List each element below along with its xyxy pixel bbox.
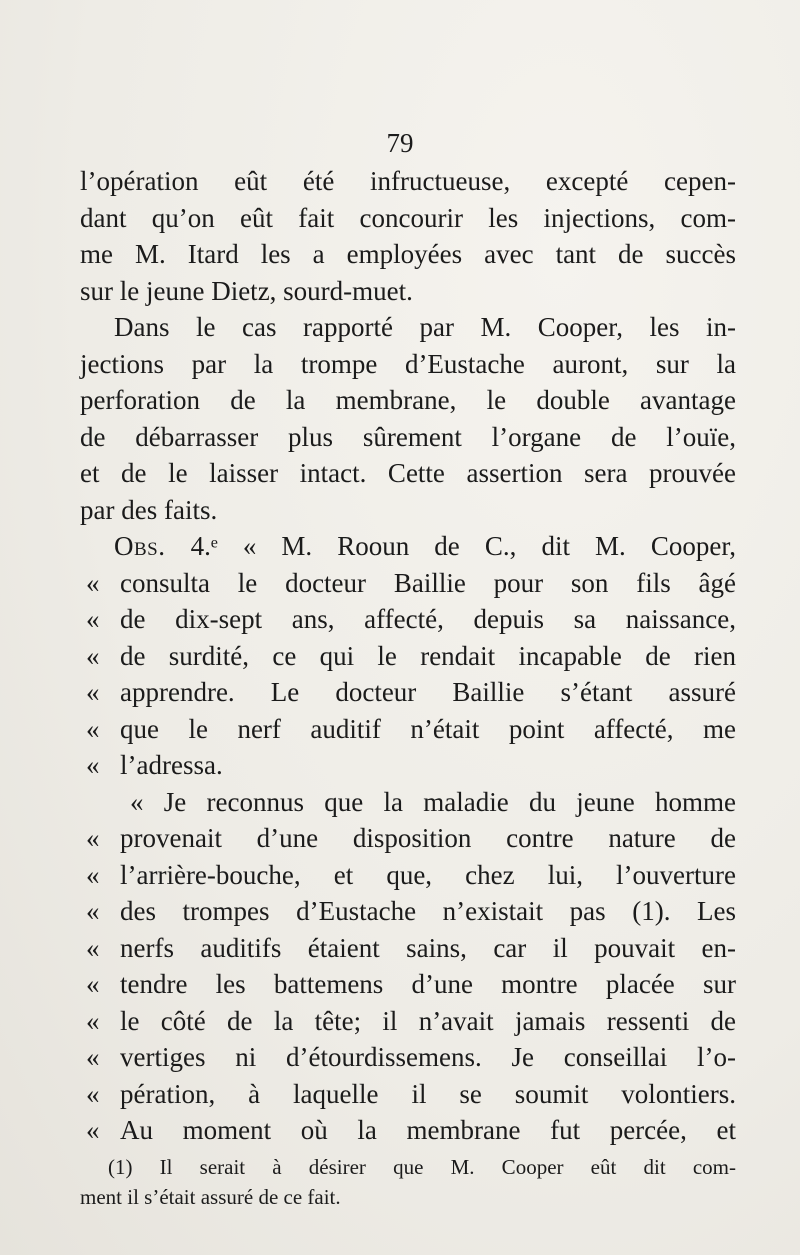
quote-mark: « [86, 859, 100, 890]
text-line: consulta le docteur Baillie pour son fils âgé [120, 567, 736, 598]
text-line: le côté de la tête; il n’avait jamais ressenti de [120, 1005, 736, 1036]
text-line: l’adressa. [120, 750, 223, 780]
text-line: l’arrière-bouche, et que, chez lui, l’ouverture [120, 859, 736, 890]
quote-mark: « [86, 713, 100, 744]
quoted-line [80, 893, 736, 930]
observation-label: Obs. [114, 531, 166, 561]
quote-mark: « [86, 677, 100, 707]
footnote-line: ment il s’était assuré de ce fait. [80, 1185, 341, 1209]
text-line: apprendre. Le docteur Baillie s’étant assuré [120, 677, 736, 707]
text-line: par des faits. [80, 494, 218, 525]
observation-text: 4.ᵉ « M. Rooun de C., dit M. Cooper, [190, 531, 737, 561]
text-line: perforation de la membrane, le double avantage [80, 385, 736, 415]
footnote-line: (1) Il serait à désirer que M. Cooper eût dit com- [108, 1155, 736, 1179]
page-number: 79 [386, 128, 414, 158]
quoted-line [80, 565, 736, 602]
quoted-line [80, 747, 736, 784]
text-line: vertiges ni d’étourdissemens. Je conseillai l’o- [120, 1042, 736, 1072]
text-line: pération, à laquelle il se soumit volontiers. [120, 1078, 736, 1109]
quote-mark: « [86, 896, 100, 926]
text-line: jections par la trompe d’Eustache auront, sur la [80, 348, 736, 379]
text-line: de dix-sept ans, affecté, depuis sa naissance, [120, 604, 736, 634]
quoted-line [80, 820, 736, 857]
quote-mark: « [86, 969, 100, 999]
quote-mark: « [86, 823, 100, 853]
text-line: Dans le cas rapporté par M. Cooper, les in- [114, 312, 736, 342]
quote-mark: « [86, 750, 100, 780]
text-line: sur le jeune Dietz, sourd-muet. [80, 275, 413, 306]
quote-mark: « [86, 1115, 100, 1145]
quoted-line [80, 1003, 736, 1040]
quote-mark: « [86, 640, 100, 671]
quoted-line [80, 674, 736, 711]
text-line: des trompes d’Eustache n’existait pas (1). Les [120, 896, 736, 926]
observation-heading-line [80, 528, 736, 565]
text-line: nerfs auditifs étaient sains, car il pouvait en- [120, 932, 736, 963]
text-line: me M. Itard les a employées avec tant de succès [80, 239, 736, 269]
text-line: « Je reconnus que la maladie du jeune homme [130, 786, 736, 817]
quoted-line [80, 711, 736, 748]
text-line: dant qu’on eût fait concourir les injections, com- [80, 202, 736, 233]
text-line: et de le laisser intact. Cette assertion sera prouvée [80, 458, 736, 488]
quoted-line [80, 1076, 736, 1113]
quoted-line [80, 930, 736, 967]
quote-mark: « [86, 1005, 100, 1036]
quote-mark: « [86, 567, 100, 598]
text-line: de surdité, ce qui le rendait incapable de rien [120, 640, 736, 671]
text-line: que le nerf auditif n’était point affecté, me [120, 713, 736, 744]
text-line: tendre les battemens d’une montre placée sur [120, 969, 736, 999]
quote-mark: « [86, 604, 100, 634]
quoted-line [80, 1039, 736, 1076]
text-line: l’opération eût été infructueuse, excepté cepen- [80, 166, 736, 196]
quoted-line [80, 638, 736, 675]
quoted-line [80, 857, 736, 894]
text-line: provenait d’une disposition contre nature de [120, 823, 736, 853]
footnote [80, 1152, 736, 1212]
quote-mark: « [86, 1078, 100, 1109]
text-line: Au moment où la membrane fut percée, et [120, 1115, 736, 1145]
quoted-line [80, 966, 736, 1003]
quoted-line [80, 1112, 736, 1149]
quote-mark: « [86, 1042, 100, 1072]
body-text [80, 163, 736, 1149]
quoted-line [80, 601, 736, 638]
text-line: de débarrasser plus sûrement l’organe de l’ouïe, [80, 421, 736, 452]
quote-mark: « [86, 932, 100, 963]
